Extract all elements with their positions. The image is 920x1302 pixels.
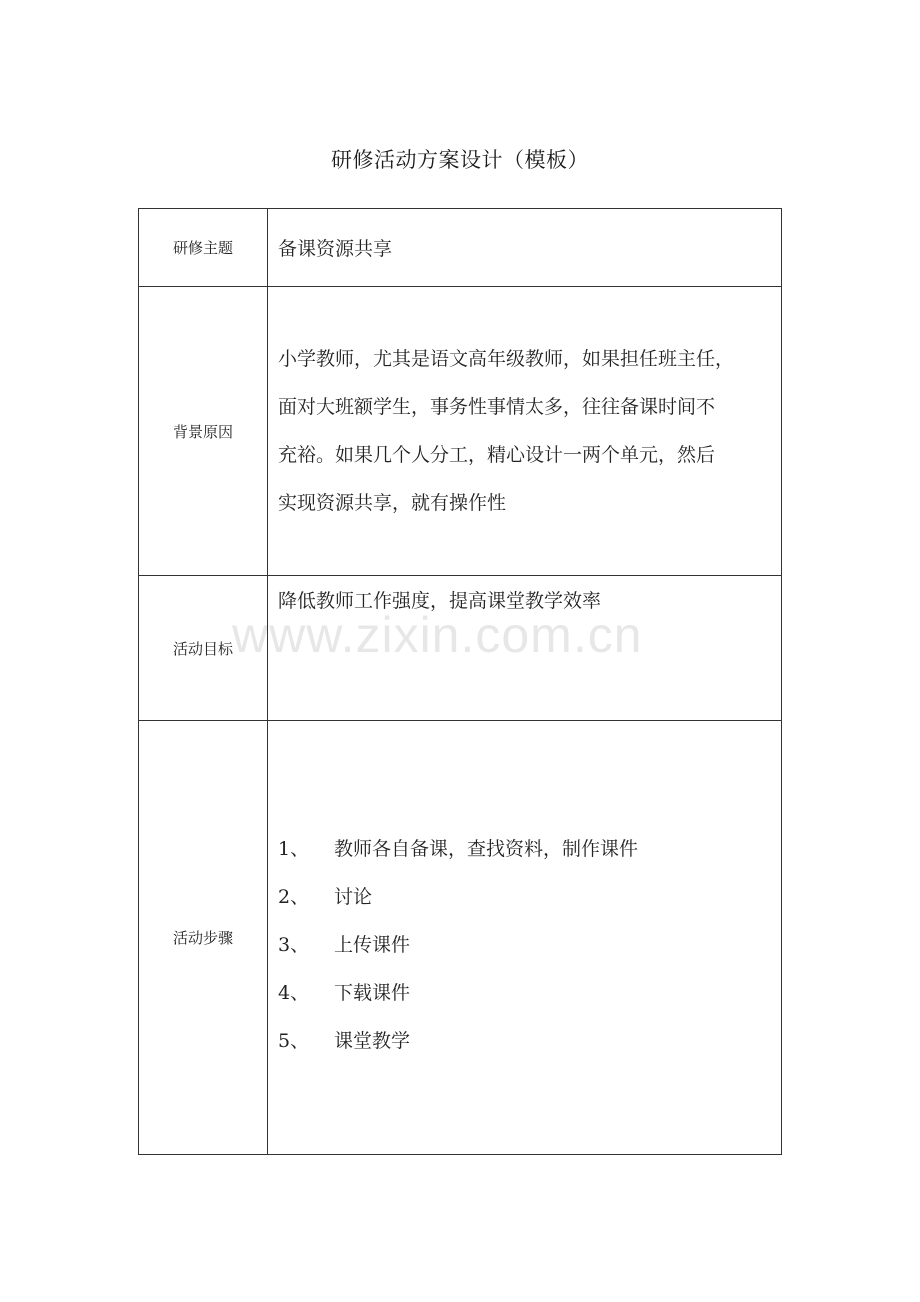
table-row-steps xyxy=(139,721,782,1155)
table-row-topic xyxy=(139,209,782,287)
table-row-background xyxy=(139,287,782,576)
steps-label: 活动步骤 xyxy=(139,721,268,1155)
step-text: 教师各自备课，查找资料，制作课件 xyxy=(334,837,639,860)
topic-value: 备课资源共享 xyxy=(268,209,782,287)
background-line: 充裕。如果几个人分工，精心设计一两个单元，然后 xyxy=(278,444,716,466)
list-item-step-2 xyxy=(278,873,775,921)
list-item-step-1 xyxy=(278,825,775,873)
watermark: www.zixin.com.cn xyxy=(232,607,643,663)
goal-value: 降低教师工作强度，提高课堂教学效率 xyxy=(278,590,602,612)
goal-label: 活动目标 xyxy=(139,576,268,721)
background-value xyxy=(268,287,782,576)
list-item-step-4 xyxy=(278,969,775,1017)
background-line: 实现资源共享，就有操作性 xyxy=(278,492,507,514)
goal-value-cell xyxy=(268,576,782,721)
page-title: 研修活动方案设计（模板） xyxy=(331,148,589,172)
background-label: 背景原因 xyxy=(139,287,268,576)
step-text: 下载课件 xyxy=(334,981,411,1004)
step-number: 1、 xyxy=(278,837,310,860)
plan-table xyxy=(138,208,782,1155)
list-item-step-3 xyxy=(278,921,775,969)
step-number: 5、 xyxy=(278,1029,310,1052)
background-line: 小学教师，尤其是语文高年级教师，如果担任班主任， xyxy=(278,348,735,370)
steps-value xyxy=(268,721,782,1155)
step-text: 上传课件 xyxy=(334,933,411,956)
step-text: 讨论 xyxy=(334,885,373,908)
topic-label: 研修主题 xyxy=(139,209,268,287)
background-line: 面对大班额学生，事务性事情太多，往往备课时间不 xyxy=(278,396,716,418)
table-row-goal xyxy=(139,576,782,721)
step-number: 3、 xyxy=(278,933,310,956)
step-number: 2、 xyxy=(278,885,310,908)
step-text: 课堂教学 xyxy=(334,1029,411,1052)
background-text xyxy=(278,335,775,527)
step-number: 4、 xyxy=(278,981,310,1004)
list-item-step-5 xyxy=(278,1017,775,1065)
steps-list xyxy=(278,825,775,1065)
